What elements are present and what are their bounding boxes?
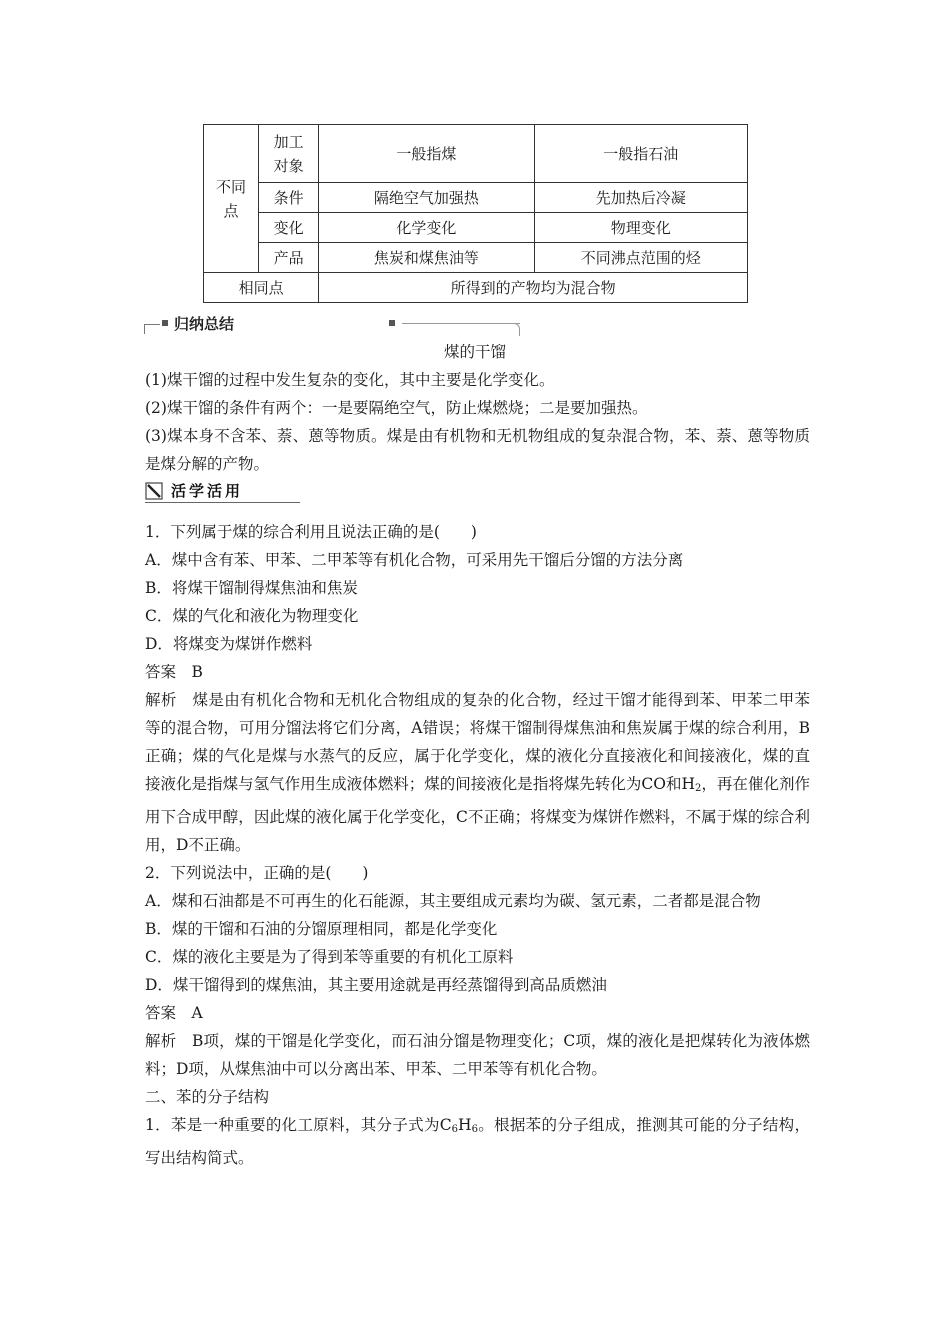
cell-b: 物理变化 [534,213,747,243]
cell-b: 不同沸点范围的烃 [534,243,747,273]
q2-option-b: B．煤的干馏和石油的分馏原理相同，都是化学变化 [145,920,498,938]
banner-line-right [402,323,520,324]
summary-banner [144,312,524,338]
diff-label-cell [204,125,259,273]
apply-underline [145,502,300,503]
cell-b: 一般指石油 [534,125,747,183]
same-value: 所得到的产物均为混合物 [319,273,748,303]
q1-stem: 1．下列属于煤的综合利用且说法正确的是( ) [145,523,477,541]
cell-b: 先加热后冷凝 [534,183,747,213]
cell-a: 隔绝空气加强热 [319,183,534,213]
subscript: 6 [471,1124,478,1135]
question-block [145,518,810,1172]
square-bullet-icon [162,320,168,326]
cell-a: 一般指煤 [319,125,534,183]
summary-point: (3)煤本身不含苯、萘、蒽等物质。煤是由有机物和无机物组成的复杂混合物，苯、萘、蒽等物质是煤分解的产物。 [145,427,810,473]
subscript: 2 [695,783,702,794]
summary-title: 煤的干馏 [443,343,506,361]
q1-option-a: A．煤中含有苯、甲苯、二甲苯等有机化合物，可采用先干馏后分馏的方法分离 [145,551,684,569]
cell-a: 焦炭和煤焦油等 [319,243,534,273]
apply-banner [145,480,300,504]
s2-q1-part1: 1．苯是一种重要的化工原料，其分子式为C [145,1116,452,1134]
table-row [204,243,748,273]
row-label: 变化 [259,213,319,243]
table-row [204,125,748,183]
q1-explanation [145,686,810,859]
apply-banner-label: 活学活用 [171,482,244,500]
banner-line-left [144,324,160,325]
banner-tick [144,324,145,334]
q1-option-b: B．将煤干馏制得煤焦油和焦炭 [145,579,358,597]
cell-a: 化学变化 [319,213,534,243]
diagonal-slash-icon [145,482,163,500]
q1-option-c: C．煤的气化和液化为物理变化 [145,607,359,625]
q1-answer: 答案 B [145,663,203,681]
row-label: 条件 [259,183,319,213]
summary-point: (1)煤干馏的过程中发生复杂的变化，其中主要是化学变化。 [145,371,555,389]
diff-label: 不同点 [216,177,247,220]
section2-question [145,1111,810,1172]
summary-banner-title: 归纳总结 [174,315,235,333]
q1-option-d: D．将煤变为煤饼作燃料 [145,635,313,653]
q2-option-a: A．煤和石油都是不可再生的化石能源，其主要组成元素均为碳、氢元素，二者都是混合物 [145,892,761,910]
s2-q1-part2: 。根据苯的分子组成，推测其可能的分子结构，写出结构简式。 [145,1116,810,1167]
s2-q1-mid: H [458,1116,472,1134]
comparison-table [203,124,748,303]
table-row [204,213,748,243]
banner-corner [511,323,520,336]
subscript: 6 [451,1124,459,1135]
row-label: 加工对象 [259,125,319,183]
summary-points [145,366,810,478]
q1-explanation-part1: 解析 煤是由有机化合物和无机化合物组成的复杂的化合物，经过干馏才能得到苯、甲苯二甲苯等的混合物，可用分馏法将它们分离，A错误；将煤干馏制得煤焦油和焦炭属于煤的综合利用，B正确；煤的气化是煤与水蒸气的反应，属于化学变化，煤的液化分直接液化和间接液化，煤的直接液化是指煤与氢气作用生成液体燃料；煤的间接液化是指将煤先转化为CO和H [145,691,810,793]
q2-stem: 2．下列说法中，正确的是( ) [145,864,369,882]
q1-explanation-part2: ，再在催化剂作用下合成甲醇，因此煤的液化属于化学变化，C不正确；将煤变为煤饼作燃料，不属于煤的综合利用，D不正确。 [145,775,810,854]
table-row [204,183,748,213]
table-row [204,273,748,303]
q2-explanation: 解析 B项，煤的干馏是化学变化，而石油分馏是物理变化；C项，煤的液化是把煤转化为液体燃料；D项，从煤焦油中可以分离出苯、甲苯、二甲苯等有机化合物。 [145,1032,810,1078]
q2-answer: 答案 A [145,1004,203,1022]
same-label: 相同点 [204,273,319,303]
section-heading: 二、苯的分子结构 [145,1088,270,1106]
q2-option-d: D．煤干馏得到的煤焦油，其主要用途就是再经蒸馏得到高品质燃油 [145,976,607,994]
row-label: 产品 [259,243,319,273]
summary-point: (2)煤干馏的条件有两个：一是要隔绝空气，防止煤燃烧；二是要加强热。 [145,399,648,417]
square-bullet-icon [389,320,395,326]
q2-option-c: C．煤的液化主要是为了得到苯等重要的有机化工原料 [145,948,514,966]
